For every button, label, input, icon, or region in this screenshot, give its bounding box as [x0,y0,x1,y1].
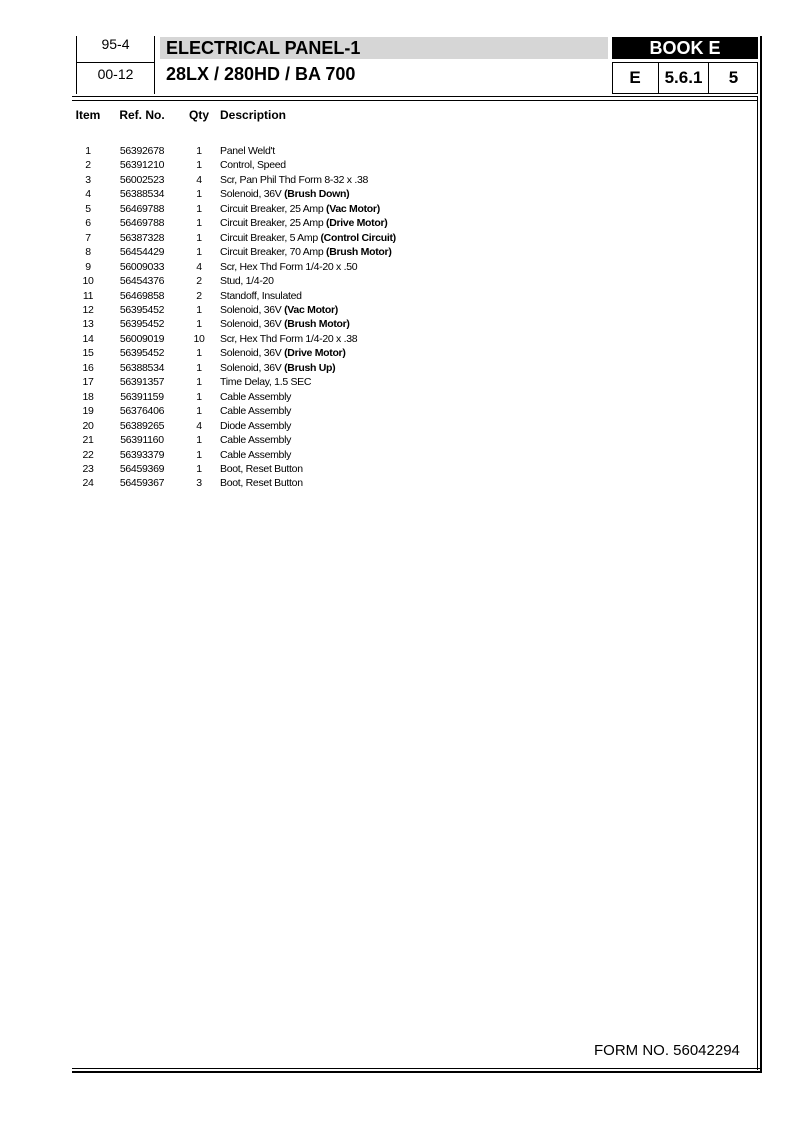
header-rule [72,96,758,97]
ref-number: 56454429 [119,246,165,259]
item-number: 4 [85,188,91,201]
column-header-ref-no: Ref. No. [119,108,165,122]
item-number: 8 [85,246,91,259]
description-text: Stud, 1/4-20 [220,275,274,288]
ref-number: 56009033 [119,260,165,273]
description-note: (Brush Up) [284,361,336,374]
table-spacer [74,123,396,144]
description-note: (Drive Motor) [326,217,388,230]
column-header-description: Description [220,108,287,122]
description [216,202,396,216]
description-text: Solenoid, 36V [220,361,285,374]
quantity: 1 [196,361,202,374]
section-reference: 5.6.1 [664,68,703,87]
description-text: Control, Speed [220,159,286,172]
table-row [74,231,396,245]
ref-number: 56388534 [119,188,165,201]
quantity: 1 [196,217,202,230]
quantity: 1 [196,159,202,172]
item-number: 2 [85,159,91,172]
quantity: 1 [196,246,202,259]
description [216,404,396,418]
description [216,476,396,490]
ref-number: 56391210 [119,159,165,172]
quantity: 10 [193,332,205,345]
quantity: 2 [196,289,202,302]
item-number: 3 [85,173,91,186]
description [216,158,396,172]
quantity: 1 [196,448,202,461]
description [216,303,396,317]
description [216,274,396,288]
header-rule-lower [72,100,758,101]
description-text: Scr, Pan Phil Thd Form 8-32 x .38 [220,173,369,186]
quantity: 1 [196,231,202,244]
description [216,260,396,274]
item-number: 15 [82,347,94,360]
table-header-row [74,107,396,123]
page-frame-right-inner [757,96,758,1070]
quantity: 1 [196,462,202,475]
quantity: 1 [196,434,202,447]
table-row [74,390,396,404]
date-box-divider [76,62,155,63]
table-row [74,216,396,230]
quantity: 1 [196,347,202,360]
column-header-qty: Qty [188,108,209,122]
description-text: Circuit Breaker, 25 Amp [220,202,327,215]
parts-list-body [74,123,396,491]
description-text: Solenoid, 36V [220,318,285,331]
ref-number: 56395452 [119,303,165,316]
description [216,375,396,389]
ref-number: 56469788 [119,217,165,230]
ref-number: 56389265 [119,419,165,432]
description [216,433,396,447]
description-text: Cable Assembly [220,448,292,461]
table-row [74,419,396,433]
item-number: 18 [82,390,94,403]
description-text: Circuit Breaker, 5 Amp [220,231,321,244]
section-letter: E [629,68,641,87]
table-row [74,202,396,216]
description-text: Diode Assembly [220,419,292,432]
table-row [74,476,396,490]
item-number: 14 [82,332,94,345]
item-number: 24 [82,477,94,490]
description-text: Solenoid, 36V [220,347,285,360]
description-text: Circuit Breaker, 25 Amp [220,217,327,230]
item-number: 12 [82,303,94,316]
ref-number: 56392678 [119,145,165,157]
table-row [74,346,396,360]
description-text: Boot, Reset Button [220,462,303,475]
table-row [74,433,396,447]
ref-number: 56393379 [119,448,165,461]
description [216,317,396,331]
ref-number: 56376406 [119,405,165,418]
form-number: FORM NO. 56042294 [594,1042,740,1059]
description [216,448,396,462]
description-note: (Drive Motor) [284,347,346,360]
description [216,332,396,346]
description [216,231,396,245]
description-text: Boot, Reset Button [220,477,303,490]
item-number: 13 [82,318,94,331]
table-row [74,462,396,476]
description [216,216,396,230]
quantity: 1 [196,405,202,418]
item-number: 10 [82,275,94,288]
quantity: 1 [196,318,202,331]
quantity: 4 [196,419,202,432]
ref-number: 56395452 [119,347,165,360]
description-text: Standoff, Insulated [220,289,302,302]
original-date: 95-4 [101,36,130,52]
table-row [74,317,396,331]
quantity: 4 [196,173,202,186]
table-row [74,404,396,418]
table-row [74,173,396,187]
description [216,361,396,375]
description [216,187,396,201]
quantity: 3 [196,477,202,490]
description [216,390,396,404]
parts-list-table [74,107,396,491]
description-text: Solenoid, 36V [220,303,285,316]
page-frame-right [760,36,762,1072]
table-row [74,158,396,172]
quantity: 1 [196,188,202,201]
item-number: 16 [82,361,94,374]
description [216,462,396,476]
description-text: Panel Weld't [220,145,275,157]
item-number: 19 [82,405,94,418]
item-number: 22 [82,448,94,461]
quantity: 4 [196,260,202,273]
table-row [74,448,396,462]
table-row [74,289,396,303]
item-number: 6 [85,217,91,230]
ref-number: 56391159 [120,390,164,403]
table-row [74,332,396,346]
ref-number: 56469858 [119,289,165,302]
page-frame-bottom-outer [72,1071,762,1073]
description [216,144,396,158]
description [216,289,396,303]
description-note: (Control Circuit) [320,231,396,244]
ref-number: 56469788 [119,202,165,215]
quantity: 1 [196,303,202,316]
column-header-item: Item [75,108,101,122]
page-number: 5 [728,68,739,87]
quantity: 2 [196,275,202,288]
ref-number: 56391357 [119,376,165,389]
quantity: 1 [196,145,202,157]
item-number: 7 [85,231,91,244]
quantity: 1 [196,376,202,389]
description-text: Circuit Breaker, 70 Amp [220,246,327,259]
item-number: 20 [82,419,94,432]
item-number: 5 [85,202,91,215]
quantity: 1 [196,390,202,403]
table-row [74,260,396,274]
description-note: (Brush Down) [284,188,350,201]
ref-number: 56459369 [119,462,165,475]
item-number: 21 [82,434,94,447]
table-row [74,274,396,288]
description-text: Scr, Hex Thd Form 1/4-20 x .50 [220,260,358,273]
ref-number: 56388534 [119,361,165,374]
description-text: Time Delay, 1.5 SEC [220,376,312,389]
ref-number: 56395452 [119,318,165,331]
quantity: 1 [196,202,202,215]
item-number: 1 [85,145,91,157]
table-row [74,303,396,317]
book-label: BOOK E [612,37,758,59]
description-note: (Vac Motor) [284,303,338,316]
description-text: Cable Assembly [220,390,292,403]
description-text: Cable Assembly [220,405,292,418]
description [216,419,396,433]
item-number: 23 [82,462,94,475]
description [216,245,396,259]
item-number: 9 [85,260,91,273]
description-text: Solenoid, 36V [220,188,285,201]
revision-date: 00-12 [97,66,134,82]
ref-number: 56454376 [119,275,165,288]
table-row [74,361,396,375]
model-subtitle: 28LX / 280HD / BA 700 [166,64,356,84]
description-note: (Brush Motor) [284,318,350,331]
ref-number: 56387328 [119,231,165,244]
description-note: (Vac Motor) [326,202,380,215]
item-number: 11 [82,289,94,302]
page-title: ELECTRICAL PANEL-1 [166,38,361,58]
table-row [74,245,396,259]
table-row [74,375,396,389]
ref-number: 56002523 [119,173,165,186]
description-text: Cable Assembly [220,434,292,447]
ref-number: 56459367 [119,477,165,490]
item-number: 17 [82,376,94,389]
description-text: Scr, Hex Thd Form 1/4-20 x .38 [220,332,358,345]
table-row [74,187,396,201]
description [216,173,396,187]
page-frame-bottom [72,1068,762,1069]
table-row [74,144,396,158]
description-note: (Brush Motor) [326,246,392,259]
ref-number: 56391160 [120,434,164,447]
description [216,346,396,360]
ref-number: 56009019 [119,332,165,345]
